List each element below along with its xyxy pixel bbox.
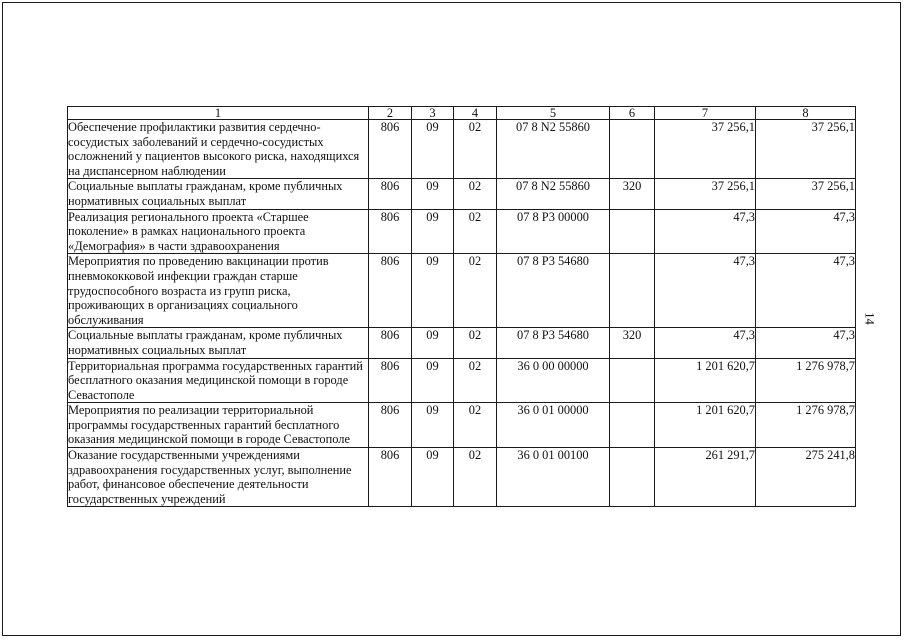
expense-type-code	[610, 120, 655, 179]
target-article-code: 07 8 N2 55860	[497, 179, 610, 209]
budget-table	[67, 106, 856, 507]
column-header-7: 7	[655, 107, 756, 120]
amount-year-2: 47,3	[756, 328, 856, 358]
subsection-code: 02	[454, 448, 497, 507]
expense-type-code	[610, 209, 655, 254]
table-row	[68, 403, 856, 448]
section-code: 09	[412, 120, 454, 179]
row-name: Реализация регионального проекта «Старшее поколение» в рамках национального проекта «Демография» в части здравоохранения	[68, 209, 369, 254]
ministry-code: 806	[369, 328, 412, 358]
amount-year-2: 37 256,1	[756, 120, 856, 179]
amount-year-1: 37 256,1	[655, 179, 756, 209]
amount-year-1: 47,3	[655, 254, 756, 328]
column-header-1: 1	[68, 107, 369, 120]
row-name: Оказание государственными учреждениями здравоохранения государственных услуг, выполнение работ, финансовое обеспечение деятельности государственных учреждений	[68, 448, 369, 507]
table-row	[68, 448, 856, 507]
row-name: Мероприятия по реализации территориальной программы государственных гарантий бесплатного оказания медицинской помощи в городе Севастополе	[68, 403, 369, 448]
table-row	[68, 120, 856, 179]
amount-year-2: 47,3	[756, 209, 856, 254]
ministry-code: 806	[369, 120, 412, 179]
expense-type-code: 320	[610, 179, 655, 209]
expense-type-code	[610, 403, 655, 448]
amount-year-1: 37 256,1	[655, 120, 756, 179]
table-row	[68, 209, 856, 254]
ministry-code: 806	[369, 254, 412, 328]
header-row	[68, 107, 856, 120]
section-code: 09	[412, 448, 454, 507]
subsection-code: 02	[454, 120, 497, 179]
target-article-code: 07 8 P3 54680	[497, 254, 610, 328]
ministry-code: 806	[369, 209, 412, 254]
column-header-2: 2	[369, 107, 412, 120]
amount-year-2: 47,3	[756, 254, 856, 328]
target-article-code: 07 8 P3 54680	[497, 328, 610, 358]
amount-year-2: 1 276 978,7	[756, 358, 856, 403]
expense-type-code: 320	[610, 328, 655, 358]
page-number: 14	[862, 312, 877, 325]
amount-year-1: 1 201 620,7	[655, 403, 756, 448]
table-row	[68, 328, 856, 358]
column-header-5: 5	[497, 107, 610, 120]
ministry-code: 806	[369, 358, 412, 403]
expense-type-code	[610, 358, 655, 403]
subsection-code: 02	[454, 358, 497, 403]
table-row	[68, 179, 856, 209]
ministry-code: 806	[369, 448, 412, 507]
section-code: 09	[412, 254, 454, 328]
row-name: Обеспечение профилактики развития сердечно-сосудистых заболеваний и сердечно-сосудистых осложнений у пациентов высокого риска, находящихся на диспансерном наблюдении	[68, 120, 369, 179]
amount-year-2: 275 241,8	[756, 448, 856, 507]
ministry-code: 806	[369, 179, 412, 209]
subsection-code: 02	[454, 403, 497, 448]
subsection-code: 02	[454, 328, 497, 358]
ministry-code: 806	[369, 403, 412, 448]
subsection-code: 02	[454, 209, 497, 254]
column-header-8: 8	[756, 107, 856, 120]
target-article-code: 36 0 00 00000	[497, 358, 610, 403]
table-row	[68, 254, 856, 328]
row-name: Мероприятия по проведению вакцинации против пневмококковой инфекции граждан старше трудоспособного возраста из групп риска, проживающих в организациях социального обслуживания	[68, 254, 369, 328]
subsection-code: 02	[454, 254, 497, 328]
amount-year-1: 47,3	[655, 209, 756, 254]
expense-type-code	[610, 254, 655, 328]
section-code: 09	[412, 358, 454, 403]
expense-type-code	[610, 448, 655, 507]
amount-year-1: 261 291,7	[655, 448, 756, 507]
target-article-code: 36 0 01 00000	[497, 403, 610, 448]
amount-year-2: 1 276 978,7	[756, 403, 856, 448]
amount-year-2: 37 256,1	[756, 179, 856, 209]
row-name: Территориальная программа государственных гарантий бесплатного оказания медицинской помощи в городе Севастополе	[68, 358, 369, 403]
target-article-code: 36 0 01 00100	[497, 448, 610, 507]
amount-year-1: 47,3	[655, 328, 756, 358]
target-article-code: 07 8 P3 00000	[497, 209, 610, 254]
section-code: 09	[412, 328, 454, 358]
section-code: 09	[412, 209, 454, 254]
section-code: 09	[412, 179, 454, 209]
table-row	[68, 358, 856, 403]
row-name: Социальные выплаты гражданам, кроме публичных нормативных социальных выплат	[68, 179, 369, 209]
subsection-code: 02	[454, 179, 497, 209]
target-article-code: 07 8 N2 55860	[497, 120, 610, 179]
column-header-4: 4	[454, 107, 497, 120]
column-header-6: 6	[610, 107, 655, 120]
amount-year-1: 1 201 620,7	[655, 358, 756, 403]
column-header-3: 3	[412, 107, 454, 120]
section-code: 09	[412, 403, 454, 448]
row-name: Социальные выплаты гражданам, кроме публичных нормативных социальных выплат	[68, 328, 369, 358]
